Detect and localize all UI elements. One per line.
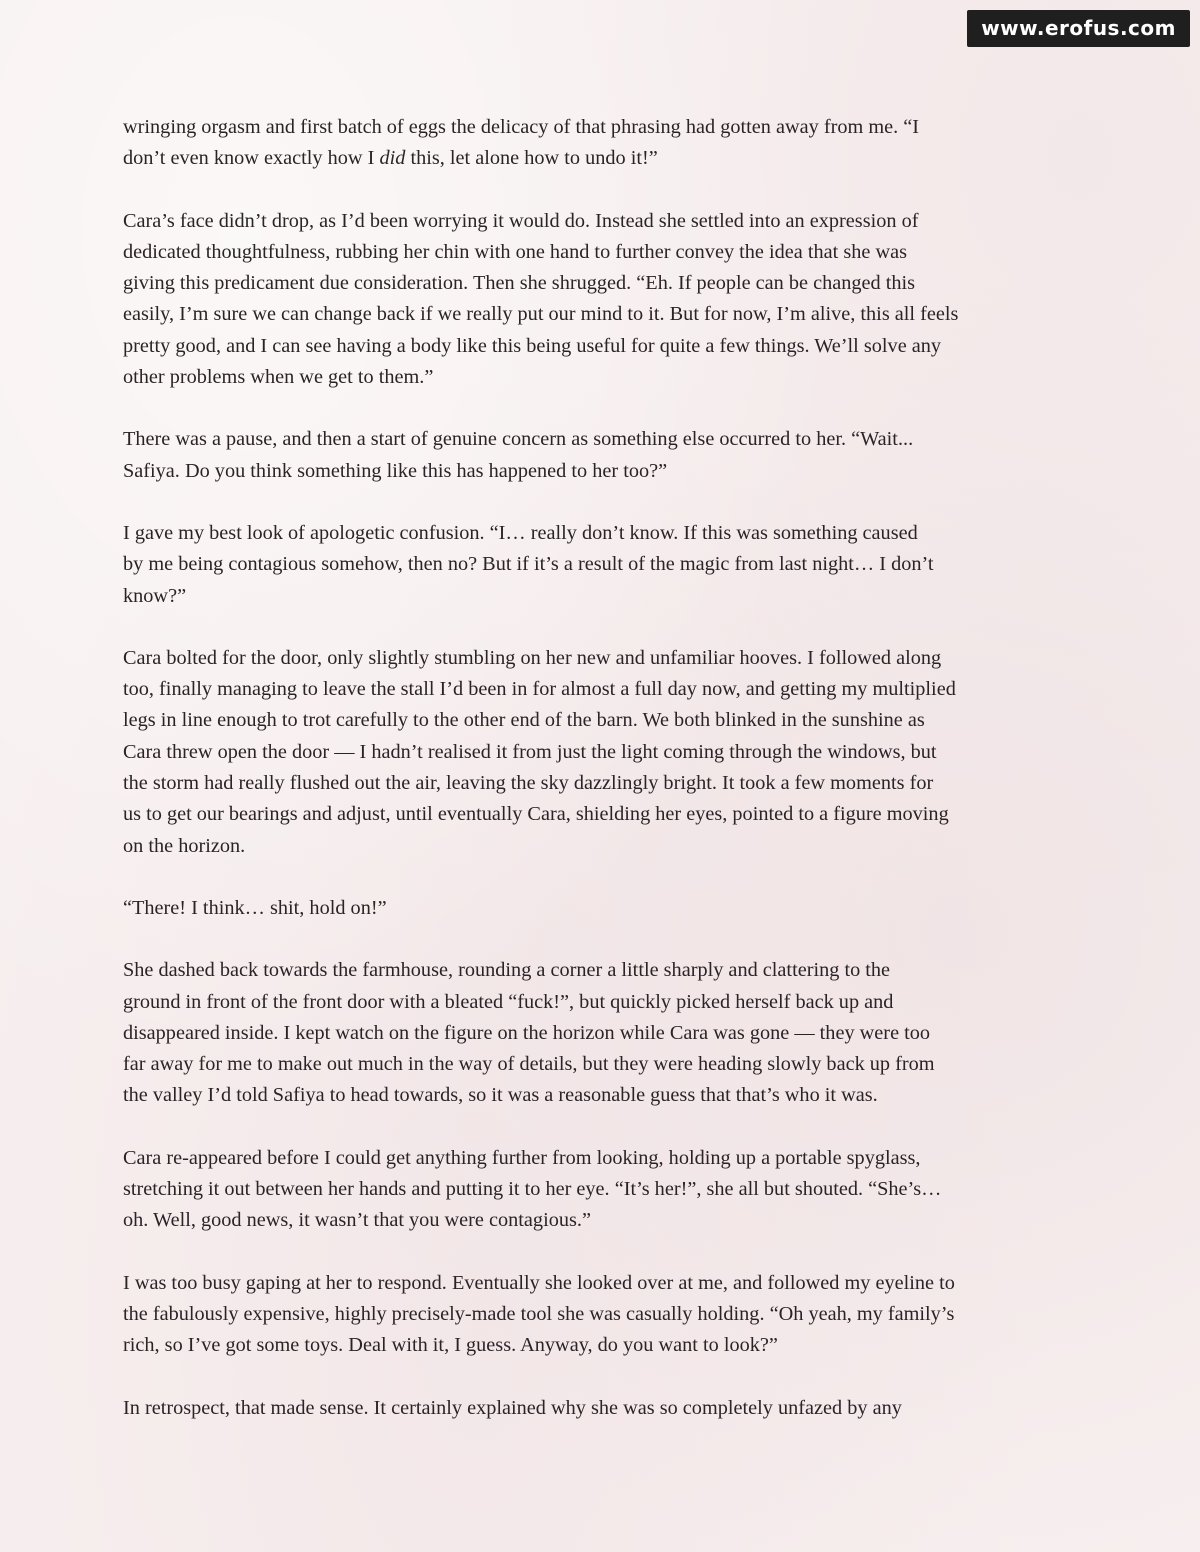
text-line: Cara’s face didn’t drop, as I’d been worrying it would do. Instead she settled into an expression of [123, 209, 919, 232]
text-line: In retrospect, that made sense. It certainly explained why she was so completely unfazed by any [123, 1396, 902, 1419]
text-line: Cara re-appeared before I could get anything further from looking, holding up a portable spyglass, [123, 1146, 921, 1169]
text-line: Cara bolted for the door, only slightly stumbling on her new and unfamiliar hooves. I followed along [123, 646, 942, 669]
paragraph [123, 206, 1083, 394]
text-line: easily, I’m sure we can change back if we really put our mind to it. But for now, I’m alive, this all feels [123, 303, 959, 326]
text-line: too, finally managing to leave the stall I’d been in for almost a full day now, and getting my multiplied [123, 678, 956, 701]
text-line: “There! I think… shit, hold on!” [123, 896, 387, 919]
paragraph [123, 1393, 1083, 1424]
text-line: disappeared inside. I kept watch on the figure on the horizon while Cara was gone — they were too [123, 1021, 931, 1044]
text-segment: don’t even know exactly how I [123, 147, 380, 170]
paragraph [123, 955, 1083, 1111]
text-line: oh. Well, good news, it wasn’t that you were contagious.” [123, 1209, 591, 1232]
italic-emphasis: did [379, 147, 406, 170]
paragraph [123, 643, 1083, 862]
text-line: on the horizon. [123, 834, 246, 857]
paragraph [123, 424, 1083, 487]
text-line: the fabulously expensive, highly precisely-made tool she was casually holding. “Oh yeah, my family’s [123, 1302, 955, 1325]
text-line: ground in front of the front door with a bleated “fuck!”, but quickly picked herself back up and [123, 990, 894, 1013]
text-line: stretching it out between her hands and putting it to her eye. “It’s her!”, she all but shouted. “She’s… [123, 1178, 942, 1201]
text-line: the storm had really flushed out the air, leaving the sky dazzlingly bright. It took a few moments for [123, 772, 934, 795]
watermark-badge: www.erofus.com [967, 10, 1190, 47]
text-line: other problems when we get to them.” [123, 366, 434, 389]
text-line: I gave my best look of apologetic confusion. “I… really don’t know. If this was something caused [123, 521, 918, 544]
text-line: by me being contagious somehow, then no? But if it’s a result of the magic from last night… I don’t [123, 553, 934, 576]
text-line [123, 143, 1083, 174]
text-line: I was too busy gaping at her to respond. Eventually she looked over at me, and followed my eyeline to [123, 1271, 955, 1294]
text-line: Safiya. Do you think something like this has happened to her too?” [123, 459, 668, 482]
text-line: She dashed back towards the farmhouse, rounding a corner a little sharply and clattering to the [123, 959, 891, 982]
text-line: dedicated thoughtfulness, rubbing her chin with one hand to further convey the idea that she was [123, 240, 907, 263]
text-line: wringing orgasm and first batch of eggs the delicacy of that phrasing had gotten away from me. “I [123, 116, 919, 138]
paragraph [123, 112, 1083, 175]
text-line: the valley I’d told Safiya to head towards, so it was a reasonable guess that that’s who it was. [123, 1084, 878, 1107]
text-line: rich, so I’ve got some toys. Deal with it, I guess. Anyway, do you want to look?” [123, 1334, 778, 1357]
paragraph [123, 1143, 1083, 1237]
text-line: Cara threw open the door — I hadn’t realised it from just the light coming through the windows, but [123, 740, 937, 763]
text-segment: this, let alone how to undo it!” [405, 147, 658, 170]
text-line: us to get our bearings and adjust, until eventually Cara, shielding her eyes, pointed to a figure moving [123, 803, 949, 826]
text-line: far away for me to make out much in the way of details, but they were heading slowly back up from [123, 1053, 935, 1076]
text-line: giving this predicament due consideration. Then she shrugged. “Eh. If people can be changed this [123, 272, 916, 295]
text-line: pretty good, and I can see having a body like this being useful for quite a few things. We’ll solve any [123, 334, 942, 357]
text-line: There was a pause, and then a start of genuine concern as something else occurred to her. “Wait... [123, 428, 914, 451]
document-body [123, 112, 1083, 1455]
text-line: know?” [123, 584, 187, 607]
text-line: legs in line enough to trot carefully to the other end of the barn. We both blinked in the sunshine as [123, 709, 925, 732]
paragraph [123, 1268, 1083, 1362]
paragraph [123, 893, 1083, 924]
paragraph [123, 518, 1083, 612]
